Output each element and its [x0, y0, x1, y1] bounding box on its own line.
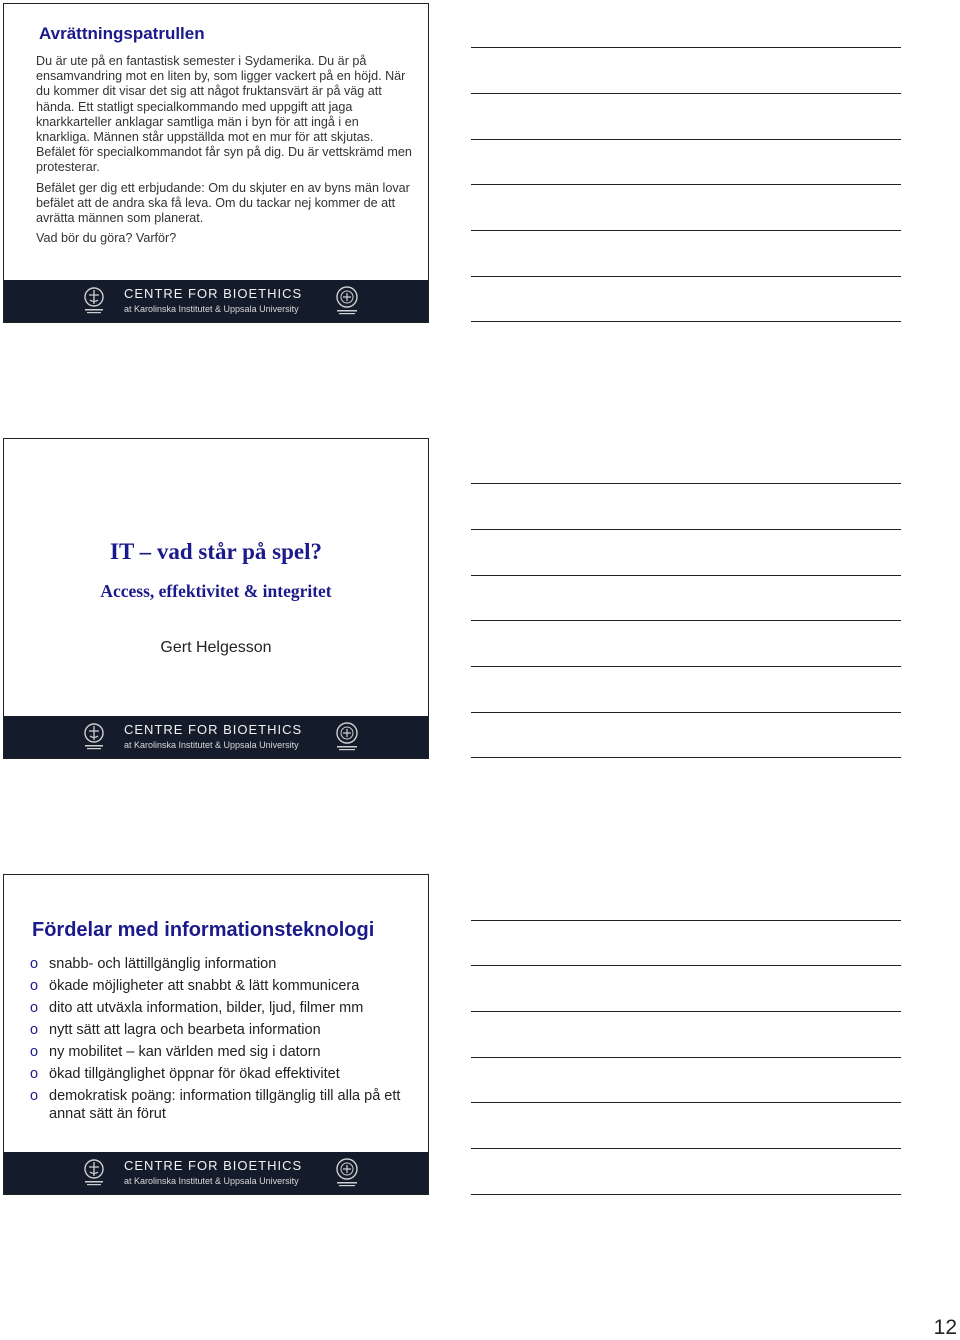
note-line — [471, 712, 901, 713]
slide-1 — [3, 3, 429, 323]
slide-1-paragraph: Befälet ger dig ett erbjudande: Om du skjuter en av byns män lovar befälet att de andra ska få leva. Om du tackar nej kommer de att avrätta männen som planerat. — [36, 180, 410, 226]
list-item-text: dito att utväxla information, bilder, ljud, filmer mm — [49, 1000, 364, 1016]
karolinska-logo-icon — [82, 1158, 106, 1188]
page-number: 12 — [933, 1316, 957, 1339]
bioethics-banner — [4, 716, 428, 758]
list-item — [30, 999, 422, 1017]
bullet-icon: o — [30, 1044, 39, 1060]
note-line — [471, 47, 901, 48]
note-line — [471, 276, 901, 277]
bullet-icon: o — [30, 1066, 39, 1082]
uppsala-logo-icon — [334, 285, 360, 317]
list-item — [30, 1043, 422, 1061]
note-line — [471, 1148, 901, 1149]
slide-3 — [3, 874, 429, 1195]
note-line — [471, 757, 901, 758]
slide-1-paragraph: Du är ute på en fantastisk semester i Sydamerika. Du är på ensamvandring mot en liten by, som ligger vackert på en höjd. När du kommer dit visar det sig att något fruktansvärt är på väg att hända. Ett statligt specialkommando med uppgift att jaga knarkkarteller anklagar samtliga män i byn för att ingå i en knarkliga. Männen står uppställda mot en mur för att skjutas. Befälet för specialkommandot får syn på dig. Du är vettskrämd men protesterar. — [36, 54, 412, 175]
note-line — [471, 920, 901, 921]
list-item-text: ökad tillgänglighet öppnar för ökad effektivitet — [49, 1066, 340, 1082]
note-line — [471, 1194, 901, 1195]
note-line — [471, 93, 901, 94]
list-item — [30, 1021, 422, 1039]
note-line — [471, 529, 901, 530]
note-line — [471, 620, 901, 621]
slide-1-title: Avrättningspatrullen — [39, 24, 205, 43]
karolinska-logo-icon — [82, 286, 106, 316]
note-line — [471, 965, 901, 966]
bullet-icon: o — [30, 1022, 39, 1038]
note-line — [471, 1011, 901, 1012]
list-item-text: ökade möjligheter att snabbt & lätt kommunicera — [49, 978, 360, 994]
list-item — [30, 1065, 422, 1083]
note-line — [471, 139, 901, 140]
uppsala-logo-icon — [334, 1157, 360, 1189]
bioethics-banner — [4, 1152, 428, 1194]
note-line — [471, 230, 901, 231]
slide-1-paragraph: Vad bör du göra? Varför? — [36, 231, 177, 246]
note-line — [471, 483, 901, 484]
list-item-text: nytt sätt att lagra och bearbeta information — [49, 1022, 321, 1038]
note-line — [471, 1057, 901, 1058]
banner-title: CENTRE FOR BIOETHICS — [124, 722, 303, 737]
slide-2-title: IT – vad står på spel? — [110, 539, 322, 564]
list-item — [30, 955, 422, 973]
list-item — [30, 977, 422, 995]
karolinska-logo-icon — [82, 722, 106, 752]
slide-3-title: Fördelar med informationsteknologi — [32, 919, 375, 941]
slide-2-author: Gert Helgesson — [160, 639, 272, 656]
note-line — [471, 1102, 901, 1103]
list-item — [30, 1087, 422, 1123]
slide-2-subtitle: Access, effektivitet & integritet — [100, 581, 332, 601]
note-line — [471, 321, 901, 322]
bullet-icon: o — [30, 1088, 39, 1104]
bullet-icon: o — [30, 956, 39, 972]
banner-subtitle: at Karolinska Institutet & Uppsala University — [124, 740, 299, 750]
bullet-icon: o — [30, 1000, 39, 1016]
slide-2 — [3, 438, 429, 759]
banner-subtitle: at Karolinska Institutet & Uppsala University — [124, 304, 299, 314]
list-item-text: demokratisk poäng: information tillgänglig till alla på ett annat sätt än förut — [49, 1088, 401, 1122]
note-line — [471, 184, 901, 185]
slide-1-text — [36, 54, 416, 251]
banner-title: CENTRE FOR BIOETHICS — [124, 1158, 303, 1173]
note-line — [471, 575, 901, 576]
bioethics-banner — [4, 280, 428, 322]
list-item-text: snabb- och lättillgänglig information — [49, 956, 277, 972]
banner-subtitle: at Karolinska Institutet & Uppsala University — [124, 1176, 299, 1186]
slide-3-bullet-list — [30, 955, 422, 1127]
note-line — [471, 666, 901, 667]
banner-title: CENTRE FOR BIOETHICS — [124, 286, 303, 301]
bullet-icon: o — [30, 978, 39, 994]
list-item-text: ny mobilitet – kan världen med sig i datorn — [49, 1044, 321, 1060]
uppsala-logo-icon — [334, 721, 360, 753]
